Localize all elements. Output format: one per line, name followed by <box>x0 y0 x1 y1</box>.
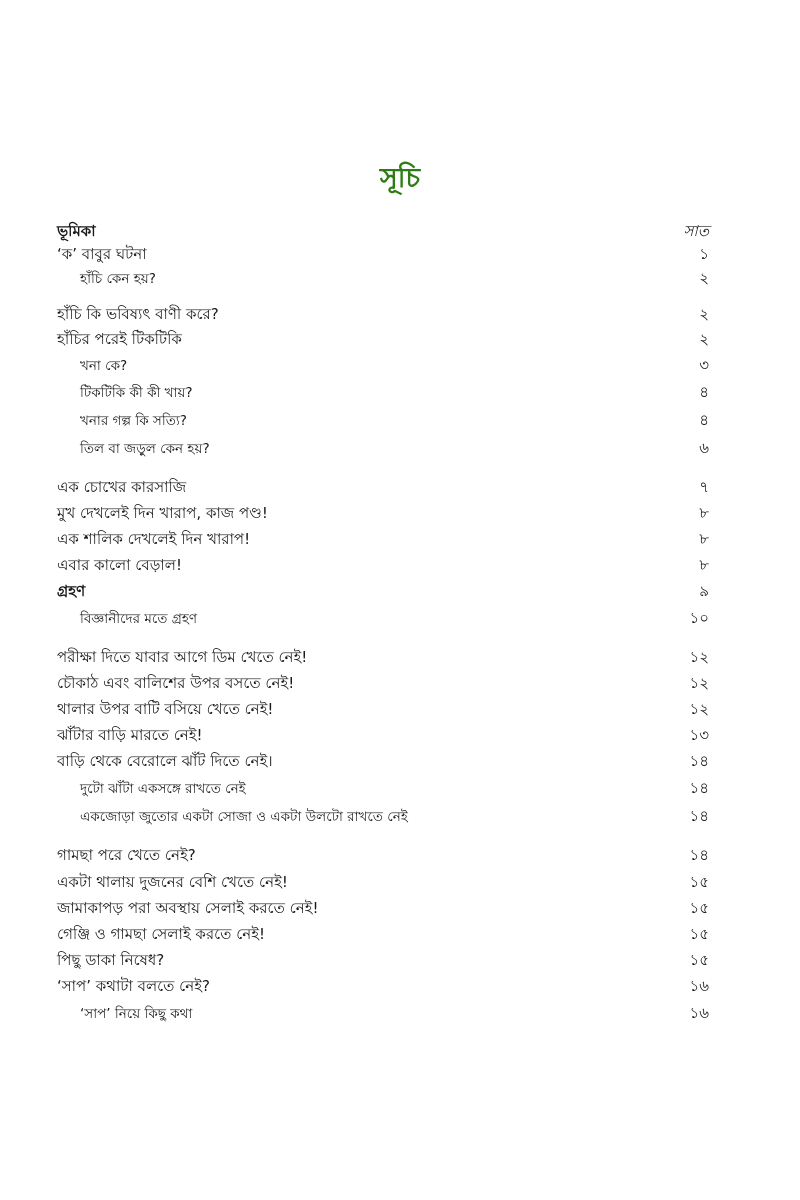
toc-entry-text: এক শালিক দেখলেই দিন খারাপ! <box>57 529 251 548</box>
toc-entry-page: ২ <box>699 329 709 348</box>
toc-entry-page: ১৬ <box>689 976 709 995</box>
toc-entry-page: ১৬ <box>689 1003 709 1022</box>
toc-entry <box>57 327 709 353</box>
toc-entry <box>57 671 709 697</box>
toc-entry-text: বিজ্ঞানীদের মতে গ্রহণ <box>80 610 198 627</box>
toc-entry-page: ১৪ <box>689 778 709 797</box>
toc-subentry <box>80 436 709 462</box>
toc-entry-text: খনার গল্প কি সত্যি? <box>80 412 187 429</box>
toc-entry-text: মুখ দেখলেই দিন খারাপ, কাজ পণ্ড! <box>57 503 268 522</box>
toc-entry-page: ৮ <box>699 529 709 548</box>
toc-entry-text: চৌকাঠ এবং বালিশের উপর বসতে নেই! <box>57 673 295 692</box>
toc-entry-page: ৯ <box>699 581 709 600</box>
toc-entry-page: ২ <box>699 268 709 287</box>
toc-entry <box>57 749 709 775</box>
toc-entry-text: ‘ক’ বাবুর ঘটনা <box>57 244 147 263</box>
toc-entry <box>57 723 709 749</box>
toc-entry <box>57 870 709 896</box>
toc-entry-text: জামাকাপড় পরা অবস্থায় সেলাই করতে নেই! <box>57 898 319 917</box>
toc-entry-text: ‘সাপ’ কথাটা বলতে নেই? <box>57 976 210 995</box>
toc-entry <box>57 579 709 605</box>
toc-entry-text: টিকটিকি কী কী খায়? <box>80 384 193 401</box>
toc-entry-text: ঝাঁটার বাড়ি মারতে নেই! <box>57 725 203 744</box>
toc-entry <box>57 475 709 501</box>
toc-entry-text: পরীক্ষা দিতে যাবার আগে ডিম খেতে নেই! <box>57 647 308 666</box>
toc-entry <box>57 527 709 553</box>
toc-entry-page: ৮ <box>699 555 709 574</box>
toc-entry-text: হাঁচি কেন হয়? <box>80 270 156 287</box>
toc-entry-page: ১৪ <box>689 845 709 864</box>
toc-subentry <box>80 380 709 406</box>
toc-entry <box>57 948 709 974</box>
toc-entry-text: খনা কে? <box>80 357 128 374</box>
toc-entry-page: ২ <box>699 304 709 323</box>
toc-entry-page: ৬ <box>699 438 709 457</box>
toc-entry-text: বাড়ি থেকে বেরোলে ঝাঁট দিতে নেই। <box>57 751 273 770</box>
toc-subentry <box>80 1001 709 1027</box>
toc-entry <box>57 697 709 723</box>
page-title: সূচি <box>379 163 421 194</box>
toc-entry-text: গেঞ্জি ও গামছা সেলাই করতে নেই! <box>57 924 266 943</box>
toc-entry-text: হাঁচি কি ভবিষ্যৎ বাণী করে? <box>57 304 219 323</box>
toc-entry-page: ৪ <box>699 382 709 401</box>
toc-subentry <box>80 606 709 632</box>
toc-entry-page: ১৫ <box>689 924 709 943</box>
toc-entry-page: ৩ <box>699 355 709 374</box>
toc-subentry <box>80 804 709 830</box>
toc-entry-page: ১৫ <box>689 872 709 891</box>
toc-entry-page: ১ <box>699 244 709 263</box>
toc-entry-text: ‘সাপ’ নিয়ে কিছু কথা <box>80 1005 193 1022</box>
toc-subentry <box>80 266 709 292</box>
toc-entry-page: ১৫ <box>689 950 709 969</box>
toc-entry-text: গ্রহণ <box>57 581 86 600</box>
toc-entry-page: ১০ <box>689 608 709 627</box>
toc-entry <box>57 974 709 1000</box>
toc-entry-page: ৮ <box>699 503 709 522</box>
toc-entry-text: একজোড়া জুতোর একটা সোজা ও একটা উলটো রাখতে নেই <box>80 808 408 825</box>
toc-entry-text: থালার উপর বাটি বসিয়ে খেতে নেই! <box>57 699 274 718</box>
toc-entry-page: ১৪ <box>689 806 709 825</box>
toc-entry <box>57 553 709 579</box>
toc-entry-page: ১৪ <box>689 751 709 770</box>
toc-entry <box>57 501 709 527</box>
toc-subentry <box>80 353 709 379</box>
toc-entry-text: পিছু ডাকা নিষেধ? <box>57 950 165 969</box>
toc-entry-text: এক চোখের কারসাজি <box>57 477 187 496</box>
toc-entry-text: গামছা পরে খেতে নেই? <box>57 845 196 864</box>
toc-entry-page: ১৩ <box>689 725 709 744</box>
toc-entry-page: ৪ <box>699 410 709 429</box>
toc-entry-page: ১৫ <box>689 898 709 917</box>
toc-entry-text: হাঁচির পরেই টিকটিকি <box>57 329 182 348</box>
toc-entry <box>57 922 709 948</box>
toc-entry <box>57 896 709 922</box>
toc-entry-page: ১২ <box>689 647 709 666</box>
toc-entry <box>57 843 709 869</box>
toc-entry-page: ১২ <box>689 673 709 692</box>
toc-entry-page: ৭ <box>699 477 709 496</box>
toc-entry-text: ভূমিকা <box>57 221 96 240</box>
toc-entry <box>57 242 709 268</box>
toc-entry-text: দুটো ঝাঁটা একসঙ্গে রাখতে নেই <box>80 780 246 797</box>
toc-entry-text: এবার কালো বেড়াল! <box>57 555 182 574</box>
toc-entry-page: সাত <box>683 221 709 240</box>
toc-entry <box>57 645 709 671</box>
toc-entry-text: তিল বা জড়ুল কেন হয়? <box>80 440 210 457</box>
toc-entry-page: ১২ <box>689 699 709 718</box>
toc-subentry <box>80 776 709 802</box>
toc-entry-text: একটা থালায় দুজনের বেশি খেতে নেই! <box>57 872 288 891</box>
toc-subentry <box>80 408 709 434</box>
toc-entry <box>57 302 709 328</box>
